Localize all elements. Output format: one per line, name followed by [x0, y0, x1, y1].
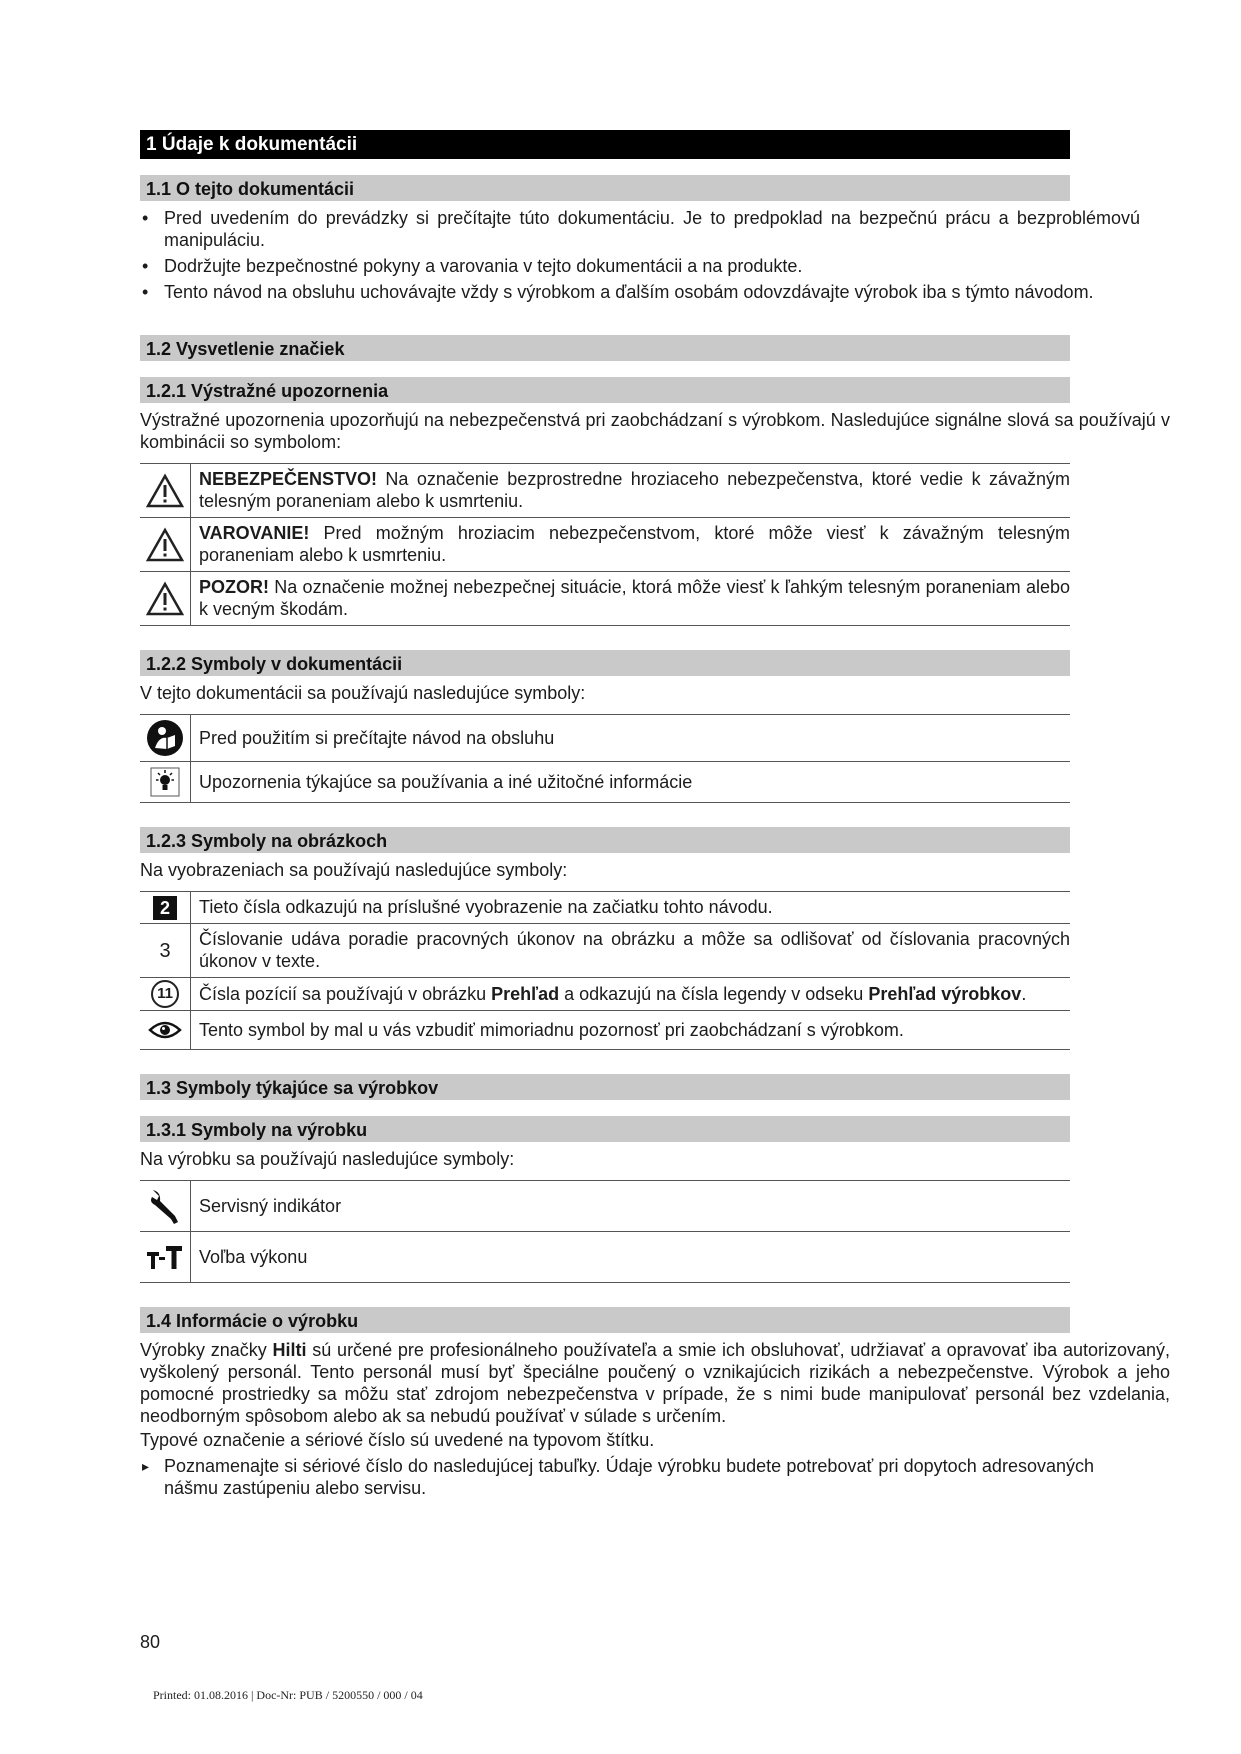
- type-plate-text: Typové označenie a sériové číslo sú uvedené na typovom štítku.: [140, 1430, 655, 1450]
- warning-text: Pred možným hroziacim nebezpečenstvom, ktoré môže viesť k závažným telesným poraneniam alebo k usmrteniu.: [199, 523, 1070, 565]
- table-row: [140, 978, 1070, 1011]
- info-text: Upozornenia týkajúce sa používania a iné užitočné informácie: [191, 762, 1071, 803]
- danger-keyword: NEBEZPEČENSTVO!: [199, 469, 378, 489]
- section-1-heading: 1 Údaje k dokumentácii: [140, 130, 1070, 159]
- warning-triangle-icon: [145, 473, 185, 509]
- read-manual-text: Pred použitím si prečítajte návod na obsluhu: [191, 715, 1071, 762]
- product-info-paragraph: [140, 1339, 1170, 1427]
- list-item: • Dodržujte bezpečnostné pokyny a varovania v tejto dokumentácii a na produkte.: [140, 255, 1140, 277]
- warnings-table: [140, 463, 1070, 626]
- read-manual-icon: [145, 718, 185, 758]
- section-1-1-heading: 1.1 O tejto dokumentácii: [140, 175, 1070, 201]
- section-1-2-1-heading: 1.2.1 Výstražné upozornenia: [140, 377, 1070, 403]
- product-info-text-a: Výrobky značky: [140, 1340, 273, 1360]
- section-1-2-2-heading: 1.2.2 Symboly v dokumentácii: [140, 650, 1070, 676]
- list-item: • Tento návod na obsluhu uchovávajte vždy s výrobkom a ďalším osobám odovzdávajte výrobok iba s týmto návodom.: [140, 281, 1140, 303]
- eye-icon: [148, 1019, 182, 1041]
- warnings-intro: Výstražné upozornenia upozorňujú na nebezpečenstvá pri zaobchádzaní s výrobkom. Nasledujúce signálne slová sa používajú v kombinácii so symbolom:: [140, 410, 1170, 452]
- product-symbols-table: [140, 1180, 1070, 1283]
- position-number-circle: 11: [151, 980, 179, 1008]
- service-indicator-text: Servisný indikátor: [191, 1181, 1071, 1232]
- caution-keyword: POZOR!: [199, 577, 269, 597]
- danger-text: Na označenie bezprostredne hroziaceho nebezpečenstva, ktoré vedie k závažným telesným poraneniam alebo k usmrteniu.: [199, 469, 1070, 511]
- step-number-text: Číslovanie udáva poradie pracovných úkonov na obrázku a môže sa odlišovať od číslovania pracovných úkonov v texte.: [191, 924, 1071, 978]
- product-symbols-intro: Na výrobku sa používajú nasledujúce symboly:: [140, 1149, 515, 1169]
- figure-number-text: Tieto čísla odkazujú na príslušné vyobrazenie na začiatku tohto návodu.: [191, 892, 1071, 924]
- figure-number-badge: 2: [153, 896, 177, 920]
- warning-keyword: VAROVANIE!: [199, 523, 310, 543]
- figure-symbols-table: [140, 891, 1070, 1050]
- info-bulb-icon: [150, 767, 180, 797]
- print-info: Printed: 01.08.2016 | Doc-Nr: PUB / 5200550 / 000 / 04: [153, 1688, 423, 1702]
- document-page: [140, 130, 1170, 1507]
- doc-symbols-intro: V tejto dokumentácii sa používajú nasledujúce symboly:: [140, 683, 586, 703]
- caution-text: Na označenie možnej nebezpečnej situácie, ktorá môže viesť k ľahkým telesným poraneniam alebo k vecným škodám.: [199, 577, 1070, 619]
- list-item: ▸ Poznamenajte si sériové číslo do nasledujúcej tabuľky. Údaje výrobku budete potrebovať pri dopytoch adresovaných nášmu zastúpeniu alebo servisu.: [140, 1455, 1094, 1499]
- power-selection-icon: [145, 1242, 185, 1272]
- section-1-3-1-heading: 1.3.1 Symboly na výrobku: [140, 1116, 1070, 1142]
- attention-text: Tento symbol by mal u vás vzbudiť mimoriadnu pozornosť pri zaobchádzaní s výrobkom.: [191, 1011, 1071, 1050]
- table-row: [140, 518, 1070, 572]
- doc-symbols-table: [140, 714, 1070, 803]
- position-bold-a: Prehľad: [491, 983, 560, 1004]
- warning-triangle-icon: [145, 527, 185, 563]
- brand-name: Hilti: [272, 1340, 307, 1360]
- list-item: • Pred uvedením do prevádzky si prečítajte túto dokumentáciu. Je to predpoklad na bezpečnú prácu a bezproblémovú manipuláciu.: [140, 207, 1140, 251]
- section-1-3-heading: 1.3 Symboly týkajúce sa výrobkov: [140, 1074, 1070, 1100]
- action-list: [140, 1455, 1140, 1499]
- figure-symbols-intro: Na vyobrazeniach sa používajú nasledujúce symboly:: [140, 860, 568, 880]
- page-number: 80: [140, 1632, 161, 1652]
- about-doc-bullets: [140, 207, 1140, 303]
- table-row: [140, 762, 1070, 803]
- table-row: [140, 715, 1070, 762]
- section-1-2-3-heading: 1.2.3 Symboly na obrázkoch: [140, 827, 1070, 853]
- section-1-2-heading: 1.2 Vysvetlenie značiek: [140, 335, 1070, 361]
- section-1-4-heading: 1.4 Informácie o výrobku: [140, 1307, 1070, 1333]
- position-text-a: Čísla pozícií sa používajú v obrázku: [199, 983, 492, 1004]
- position-text-b: a odkazujú na čísla legendy v odseku: [559, 983, 869, 1004]
- position-bold-b: Prehľad výrobkov: [868, 983, 1022, 1004]
- step-number-label: 3: [159, 939, 171, 962]
- table-row: [140, 1232, 1070, 1283]
- table-row: [140, 1181, 1070, 1232]
- table-row: [140, 464, 1070, 518]
- wrench-icon: [147, 1186, 183, 1226]
- product-info-text-b: sú určené pre profesionálneho používateľa a smie ich obsluhovať, udržiavať a opravovať iba autorizovaný, vyškolený personál. Tento personál musí byť špeciálne poučený o vznikajúcich rizikách a nebezpečenstve. Výrobok a jeho pomocné prostriedky sa môžu stať zdrojom nebezpečenstva v prípade, že s nimi bude manipulovať personál bez vzdelania, neodborným spôsobom alebo ak sa nebudú používať v súlade s určením.: [140, 1340, 1170, 1426]
- table-row: [140, 572, 1070, 626]
- power-selection-text: Voľba výkonu: [191, 1232, 1071, 1283]
- table-row: [140, 892, 1070, 924]
- warning-triangle-icon: [145, 581, 185, 617]
- table-row: [140, 924, 1070, 978]
- position-text-c: .: [1021, 983, 1027, 1004]
- table-row: [140, 1011, 1070, 1050]
